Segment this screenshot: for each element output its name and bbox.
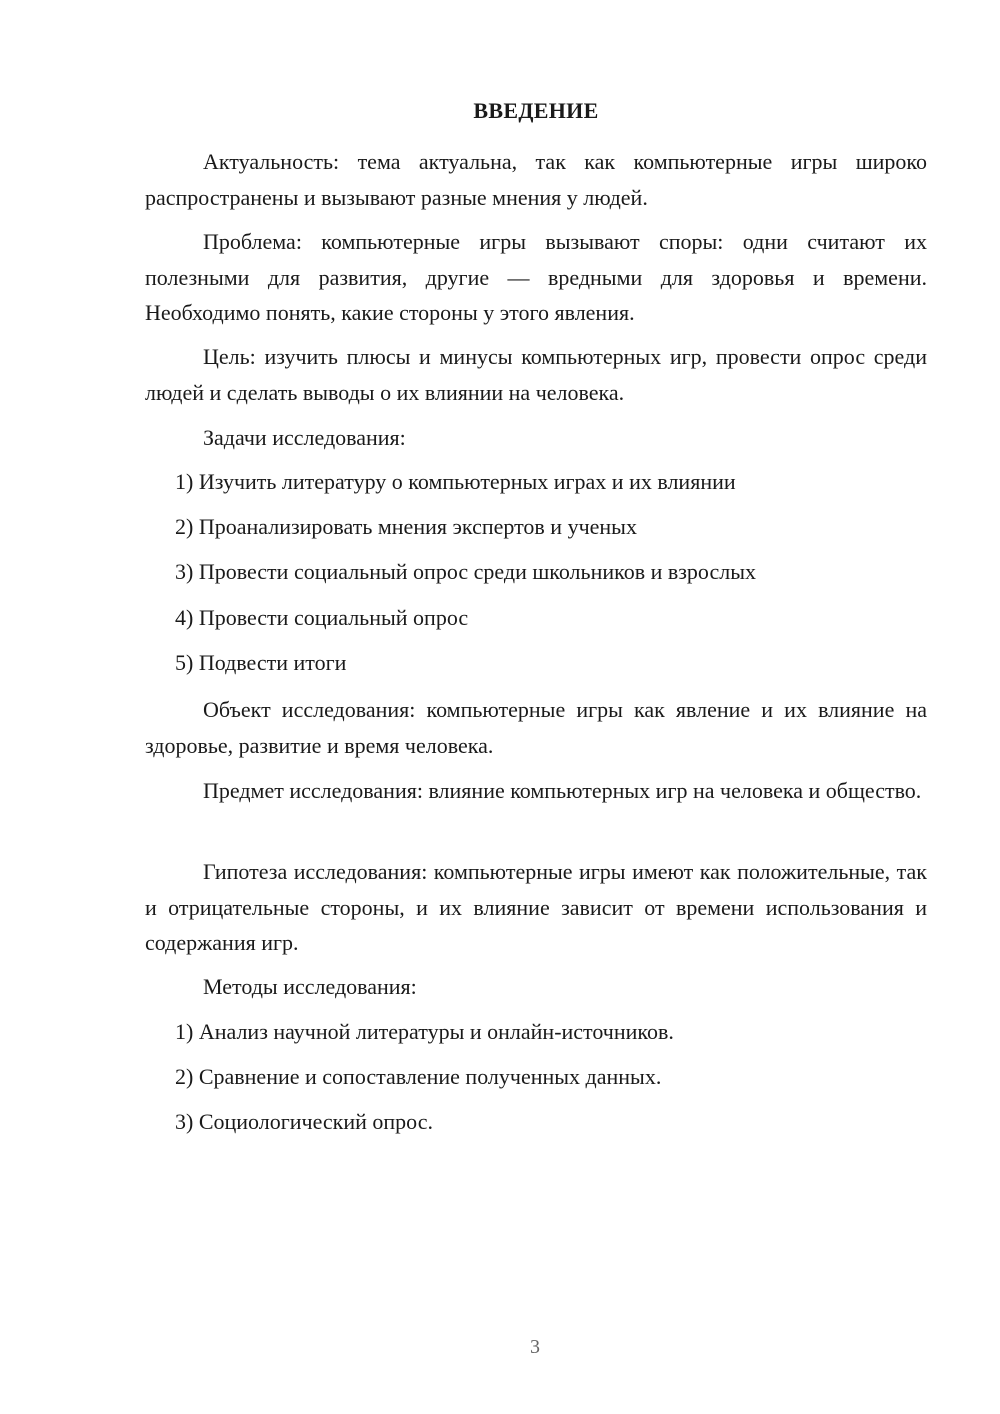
method-item: 3) Социологический опрос. [175,1109,433,1134]
page-title: ВВЕДЕНИЕ [473,98,599,123]
method-item: 1) Анализ научной литературы и онлайн-источников. [175,1019,674,1044]
goal-paragraph: Цель: изучить плюсы и минусы компьютерных игр, провести опрос среди людей и сделать выводы о их влиянии на человека. [145,344,927,405]
task-item: 1) Изучить литературу о компьютерных играх и их влиянии [175,469,736,494]
task-item: 3) Провести социальный опрос среди школьников и взрослых [175,559,757,584]
subject-paragraph: Предмет исследования: влияние компьютерных игр на человека и общество. [203,778,922,803]
tasks-heading: Задачи исследования: [203,425,406,450]
task-item: 5) Подвести итоги [175,650,347,675]
hypothesis-paragraph: Гипотеза исследования: компьютерные игры имеют как положительные, так и отрицательные стороны, и их влияние зависит от времени использования и содержания игр. [145,859,927,955]
task-item: 2) Проанализировать мнения экспертов и ученых [175,514,637,539]
object-paragraph: Объект исследования: компьютерные игры как явление и их влияние на здоровье, развитие и время человека. [145,697,927,758]
methods-heading: Методы исследования: [203,974,417,999]
method-item: 2) Сравнение и сопоставление полученных данных. [175,1064,662,1089]
task-item: 4) Провести социальный опрос [175,605,469,630]
page-number: 3 [530,1336,540,1358]
relevance-paragraph: Актуальность: тема актуальна, так как компьютерные игры широко распространены и вызывают разные мнения у людей. [145,149,927,210]
problem-paragraph: Проблема: компьютерные игры вызывают споры: одни считают их полезными для развития, другие — вредными для здоровья и времени. Необходимо понять, какие стороны у этого явления. [145,229,927,325]
